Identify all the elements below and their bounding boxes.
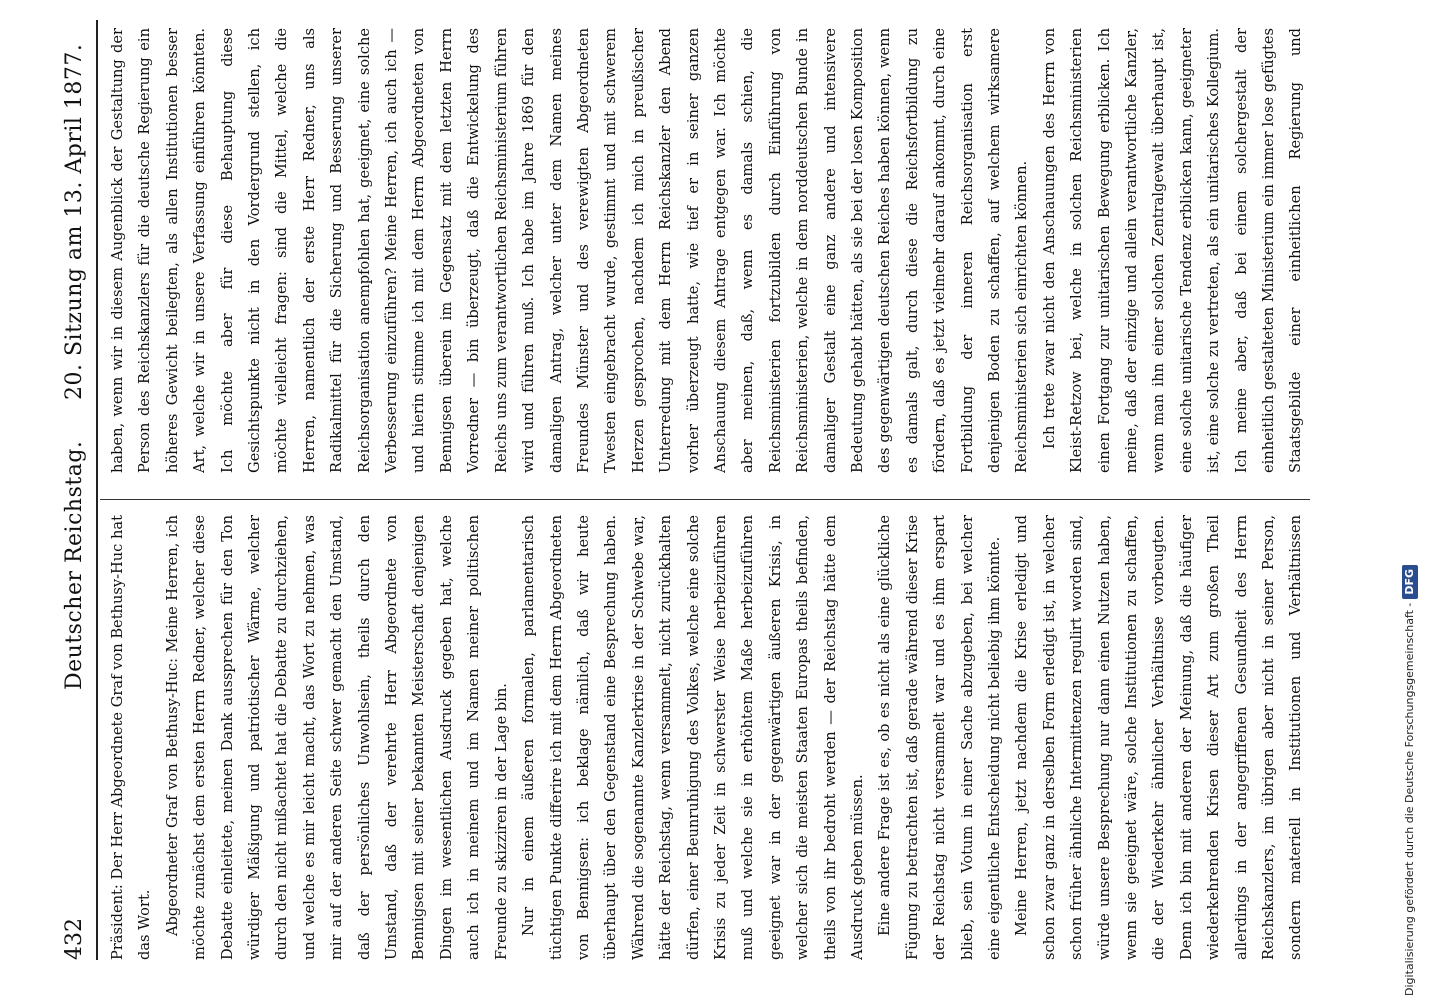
paragraph: Abgeordneter Graf von Bethusy-Huc: Meine Herren, ich möchte zunächst dem ersten Herrn Redner, welcher diese Debatte einleitete, meinen Dank aussprechen für den Ton würdiger Mäßigung und patriotischer Wärme, welcher durch den nicht mißachtet hat die Debatte zu durchziehen, und welche es mir leicht macht, das Wort zu nehmen, was mir auf der anderen Seite schwer gemacht den Umstand, daß der persönliches Unwohlsein, theils durch den Umstand, daß der verehrte Herr Abgeordnete von Bennigsen mit seiner bekannten Meisterschaft denjenigen Dingen im wesentlichen Ausdruck gegeben hat, welche auch ich in meinem und im Namen meiner politischen Freunde zu skizziren in der Lage bin. (163, 515, 510, 960)
page-number: 432 (62, 918, 87, 960)
paragraph: Nur in einem äußeren formalen, parlamentarisch tüchtigen Punkte differire ich mit dem Herrn Abgeordneten von Bennigsen: ich beklage nämlich, daß wir heute überhaupt über den Gegenstand eine Besprechung haben. Während die sogenannte Kanzlerkrise in der Schwebe war, hätte der Reichstag, wenn versammelt, nicht zurückhalten dürfen, einer Beunruhigung des Volkes, welche eine solche Krisis zu jeder Zeit in schwerster Weise herbeizuführen muß und welche sie in erhöhtem Maße herbeizuführen geeignet war in der gegenwärtigen äußeren Krisis, in welcher sich die meisten Staaten Europas theils befinden, theils von ihr bedroht werden — der Reichstag hätte dem Ausdruck geben müssen. (520, 515, 866, 960)
column-divider (100, 499, 1310, 500)
paragraph: Ich trete zwar nicht den Anschauungen des Herrn von Kleist-Retzow bei, welche in solchen Reichsministerien einen Fortgang zur unitarischen Bewegung erblicken. Ich meine, daß der einzige und allein verantwortliche Kanzler, wenn man ihn einer solchen Zentralgewalt überhaupt ist, eine solche unitarische Tendenz erblicken kann, geeigneter ist, eine solche zu vertreten, als ein unitarisches Kollegium. Ich meine aber, daß bei einem solchergestalt der einheitlich gestalteten Ministerium ein immer lose gefügtes Staatsgebilde einer einheitlichen Regierung und (1040, 28, 1304, 473)
dfg-logo: DFG (1402, 565, 1418, 599)
credit-text: Digitalisierung gefördert durch die Deutsche Forschungsgemeinschaft - (1403, 602, 1416, 996)
right-column (104, 28, 1304, 473)
digitization-credit (1400, 6, 1420, 996)
page-header (58, 30, 92, 960)
paragraph: haben, wenn wir in diesem Augenblick der Gestaltung der Person des Reichskanzlers für die deutsche Regierung ein höheres Gewicht beilegten, als allen Institutionen besser Art, welche wir in unsere Verfassung einführen könnten. Ich möchte aber für diese Behauptung diese Gesichtspunkte nicht in den Vordergrund stellen, ich möchte vielleicht fragen: sind die Mittel, welche die Herren, namentlich der erste Herr Redner, uns als Radikalmittel für die Sicherung und Besserung unserer Reichsorganisation anempfohlen hat, geeignet, eine solche Verbesserung einzuführen? Meine Herren, ich auch ich — und hierin stimme ich mit dem Herrn Abgeordneten von Bennigsen überein im Gegensatz mit dem letzten Herrn Vorredner — bin überzeugt, daß die Entwickelung des Reichs uns zum verantwortlichen Reichsministerium führen wird und führen muß. Ich habe im Jahre 1869 für den damaligen Antrag, welcher unter dem Namen meines Freundes Münster und des verewigten Abgeordneten Twesten eingebracht wurde, gestimmt und mit schwerem Herzen gesprochen, nachdem ich mich in preußischer Unterredung mit dem Herrn Reichskanzler den Abend vorher überzeugt hatte, wie tief er in seiner ganzen Anschauung diesem Antrage entgegen war. Ich möchte aber meinen, daß, wenn es damals schien, die Reichsministerien fortzubilden durch Einführung von Reichsministerien, welche in dem norddeutschen Bunde in damaliger Gestalt eine ganz andere und intensivere Bedeutung gehabt hätten, als sie bei der losen Komposition des gegenwärtigen deutschen Reiches haben können, wenn es damals galt, durch diese die Reichsfortbildung zu fördern, daß es jetzt vielmehr darauf ankommt, durch eine Fortbildung der inneren Reichsorganisation erst denjenigen Boden zu schaffen, auf welchem wirksamere Reichsministerien sich einrichten können. (109, 28, 1031, 473)
header-rule (96, 20, 98, 960)
paragraph: Meine Herren, jetzt nachdem die Krise erledigt und schon zwar ganz in derselben Form erledigt ist, in welcher schon früher ähnliche Intermittenzen regulirt worden sind, würde unsere Besprechung nur dann einen Nutzen haben, wenn sie geeignet wäre, solche Institutionen zu schaffen, die der Wiederkehr ähnlicher Verhältnisse vorbeugten. Denn ich bin mit anderen der Meinung, daß die häufiger wiederkehrenden Krisen dieser Art zum großen Theil allerdings in der angegriffenen Gesundheit des Herrn Reichskanzlers, im übrigen aber nicht in seiner Person, sondern materiell in Institutionen und Verhältnissen (1013, 515, 1304, 960)
paragraph: Eine andere Frage ist es, ob es nicht als eine glückliche Fügung zu betrachten ist, daß gerade während dieser Krise der Reichstag nicht versammelt war und es ihm erspart blieb, sein Votum in einer Sache abzugeben, bei welcher eine eigentliche Entscheidung nicht beliebig ihm könnte. (876, 515, 1003, 960)
session-heading: 20. Sitzung am 13. April 1877. (62, 43, 87, 400)
publication-title: Deutscher Reichstag. (62, 440, 87, 690)
paragraph: Präsident: Der Herr Abgeordnete Graf von Bethusy-Huc hat das Wort. (109, 515, 154, 960)
left-column (104, 515, 1304, 960)
